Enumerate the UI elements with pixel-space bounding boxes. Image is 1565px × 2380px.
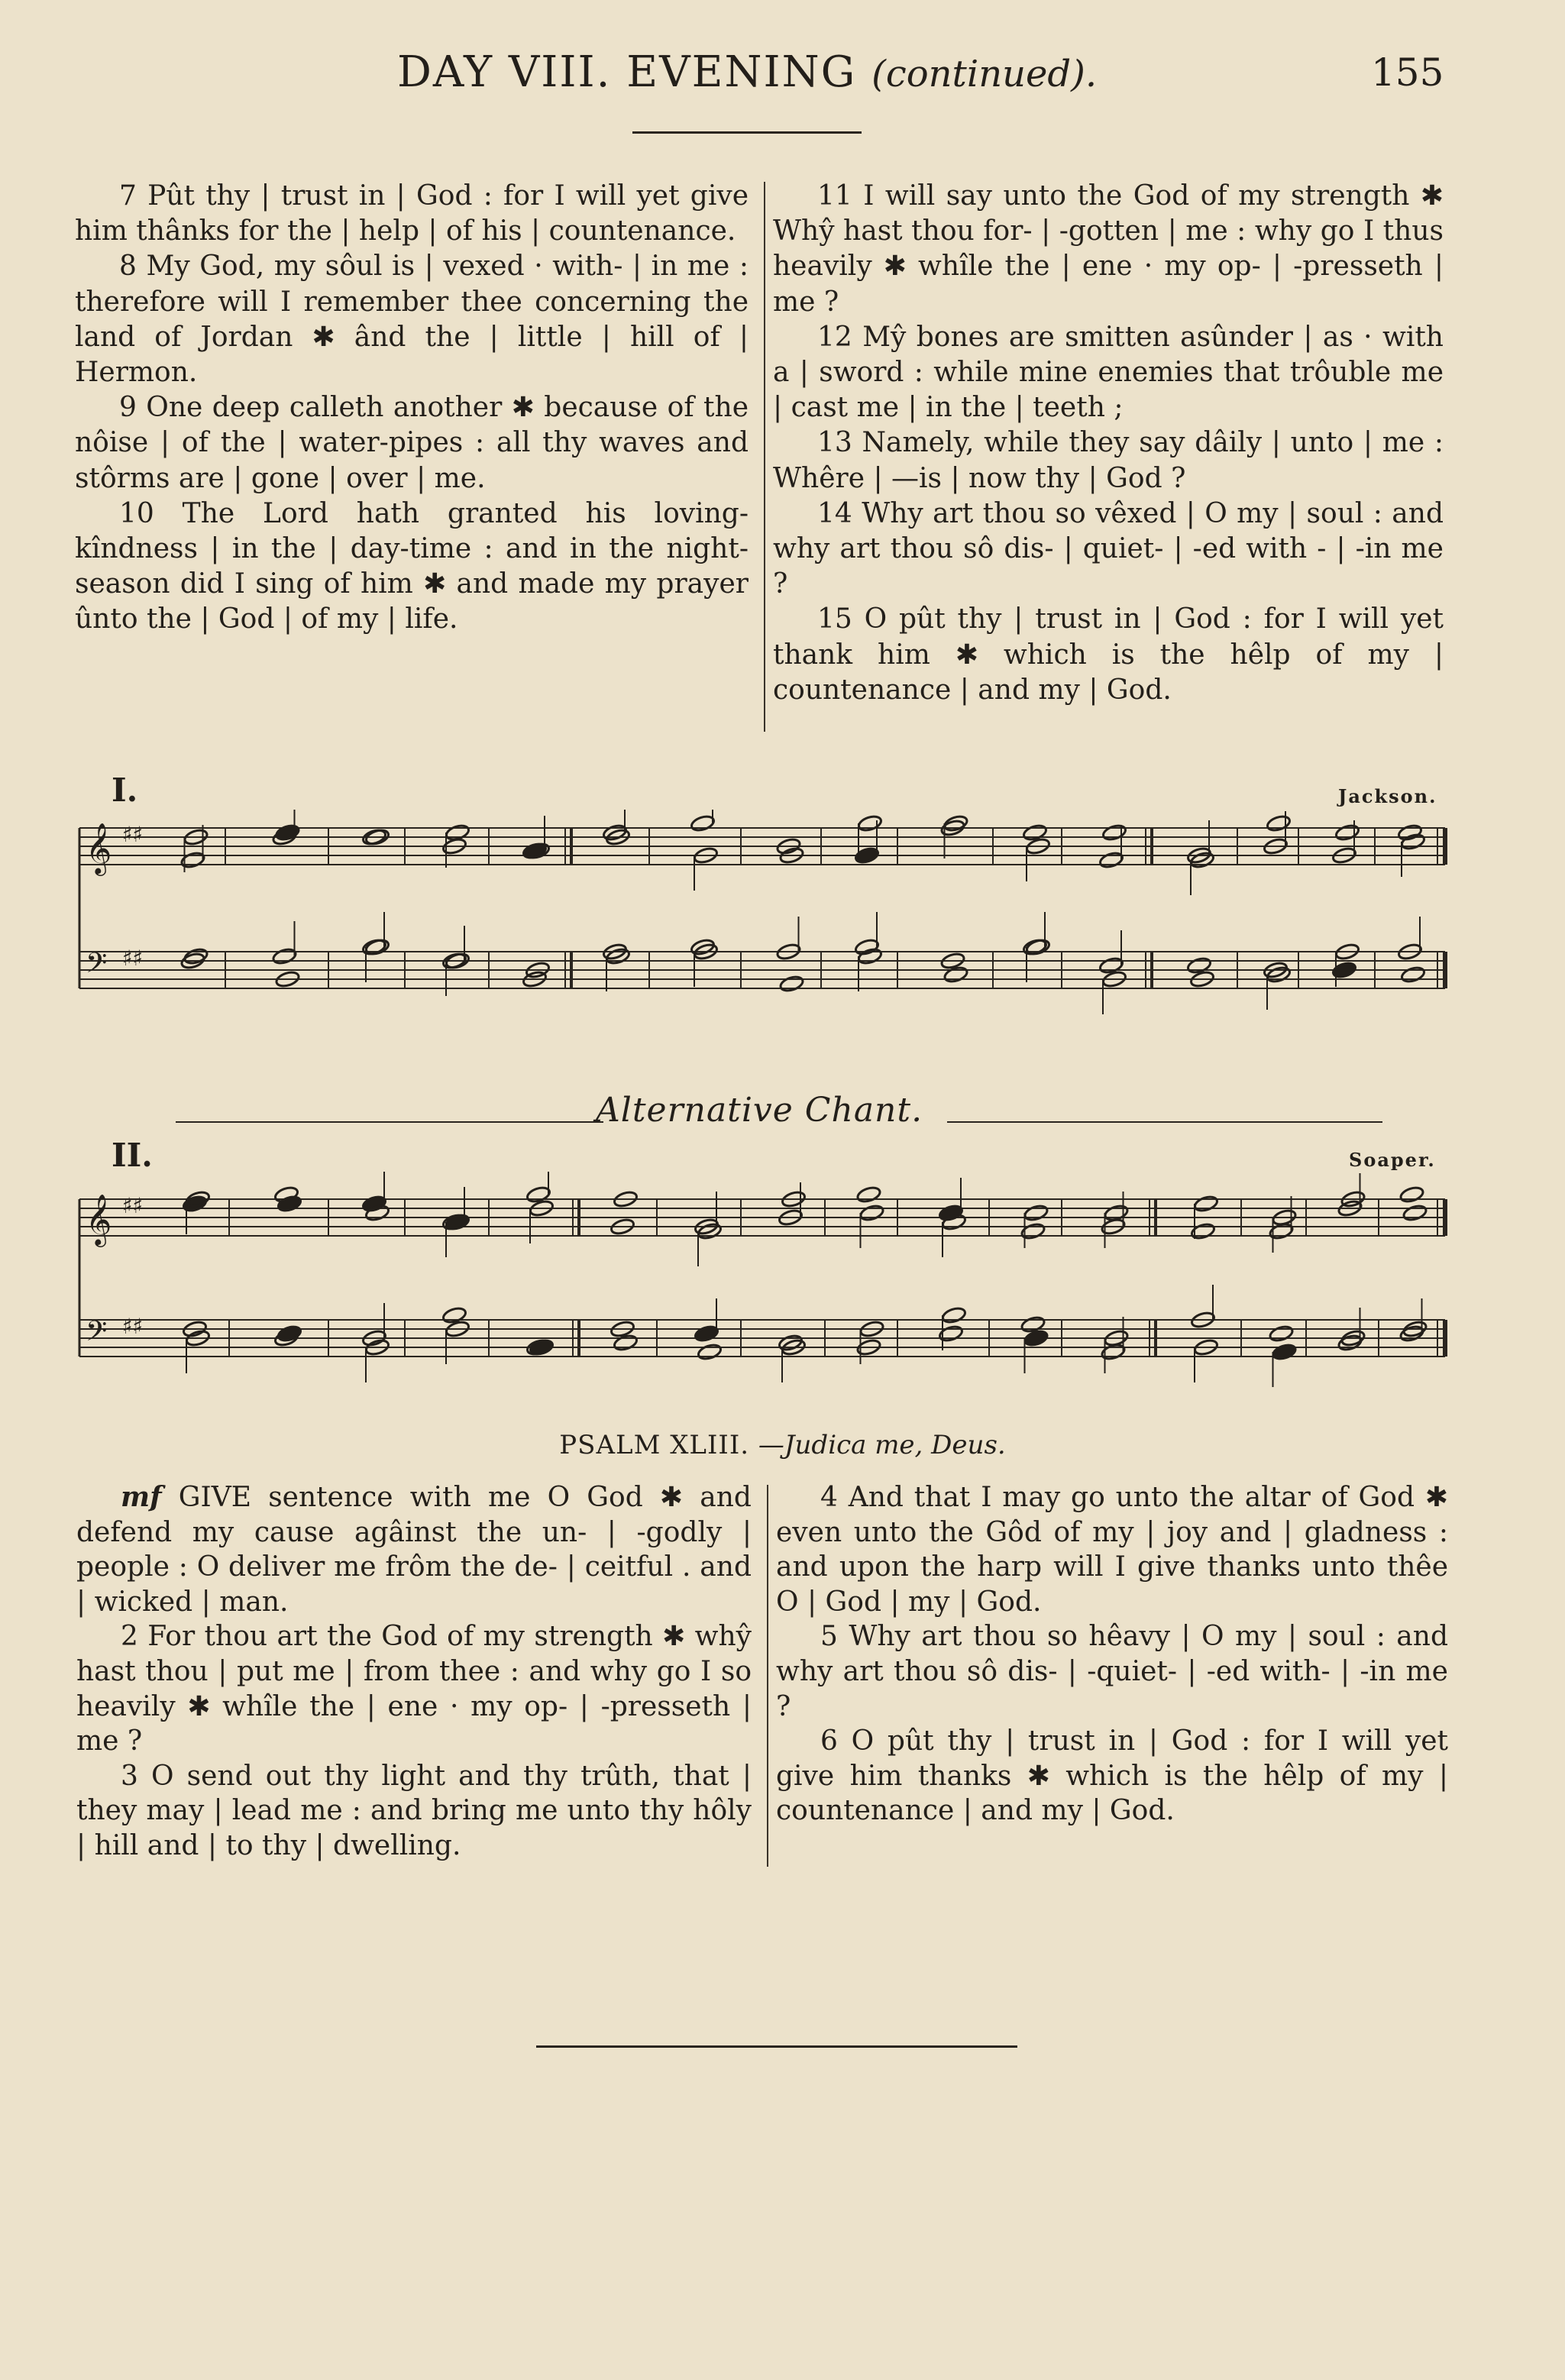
- note-head: [1269, 1324, 1294, 1343]
- note-head: [1025, 938, 1050, 956]
- note-head: [276, 1324, 302, 1343]
- note-head: [1104, 1204, 1129, 1222]
- page-title: [397, 47, 1146, 97]
- psalm42-left-column: [75, 179, 749, 638]
- verse: 2 For thou art the God of my strength ✱ whŷ hast thou | put me | from thee : and why go I so heavily ✱ whîle the | ene · my op- | -presseth | me ?: [76, 1621, 752, 1758]
- verse: 5 Why art thou so hêavy | O my | soul : and why art thou sô dis- | -quiet- | -ed with- | -in me ?: [776, 1621, 1448, 1722]
- key-signature: ♯♯: [122, 822, 144, 847]
- note-head: [529, 1338, 554, 1357]
- title-main: DAY VIII. EVENING: [397, 47, 857, 97]
- note-head: [1272, 1343, 1297, 1361]
- bass-clef: 𝄢: [86, 947, 108, 986]
- psalm43-left-column: [76, 1480, 752, 1864]
- verse: 14 Why art thou so vêxed | O my | soul : and why art thou sô dis- | quiet- | -ed with - | -in me ?: [773, 497, 1444, 600]
- chant1-label: I.: [112, 771, 138, 809]
- note-head: [272, 947, 297, 965]
- psalm42-right-column: [773, 179, 1444, 708]
- note-head: [857, 947, 882, 965]
- verse: 3 O send out thy light and thy trûth, that | they may | lead me : and bring me unto thy hôly | hill and | to thy | dwelling.: [76, 1760, 752, 1861]
- header-rule: [632, 131, 862, 134]
- note-head: [364, 938, 390, 956]
- note-head: [943, 814, 968, 833]
- note-head: [183, 947, 209, 965]
- note-head: [1101, 823, 1127, 842]
- note-head: [1397, 823, 1422, 842]
- psalm43-right-column: [776, 1480, 1448, 1829]
- dynamic-marking: mf: [121, 1481, 162, 1513]
- verse: 4 And that I may go unto the altar of God ✱ even unto the Gôd of my | joy and | gladness : and upon the harp will I give thanks unto thêe O | God | my | God.: [776, 1482, 1448, 1618]
- note-head: [690, 814, 715, 833]
- chant1-composer: Jackson.: [1338, 785, 1437, 807]
- psalm43-title: [0, 1430, 1565, 1460]
- verse: 15 O pût thy | trust in | God : for I will yet thank him ✱ which is the hêlp of my | countenance | and my | God.: [773, 603, 1444, 706]
- treble-clef: 𝄞: [86, 1193, 112, 1245]
- note-head: [941, 1306, 966, 1324]
- note-head: [854, 938, 879, 956]
- note-head: [1193, 1195, 1218, 1213]
- note-head: [697, 1343, 722, 1361]
- page-number: 155: [1371, 50, 1444, 95]
- chant2-label: II.: [112, 1137, 153, 1174]
- note-head: [856, 1185, 881, 1204]
- verse: 10 The Lord hath granted his loving-kîndness | in the | day-time : and in the night-season did I sing of him ✱ and made my prayer ûnto the | God | of my | life.: [75, 497, 749, 635]
- note-head: [276, 1195, 302, 1213]
- note-head: [1402, 1204, 1428, 1222]
- treble-clef: 𝄞: [86, 822, 112, 874]
- verse: 6 O pût thy | trust in | God : for I will yet give him thanks ✱ which is the hêlp of my | countenance | and my | God.: [776, 1725, 1448, 1827]
- note-head: [1399, 1185, 1424, 1204]
- verse-1: GIVE sentence with me O God ✱ and defend my cause agâinst the un- | -godly | people : O deliver me frôm the de- | ceitful . and | wicked | man.: [76, 1482, 752, 1618]
- verse: [76, 1480, 752, 1619]
- verse: 8 My God, my sôul is | vexed · with- | in me : therefore will I remember thee concerning the land of Jordan ✱ ând the | little | hill of | Hermon.: [75, 251, 749, 389]
- note-head: [445, 1213, 470, 1231]
- note-head: [275, 823, 300, 842]
- note-head: [1400, 833, 1425, 851]
- key-signature: ♯♯: [122, 1314, 144, 1339]
- verse: 13 Namely, while they say dâily | unto | me : Whêre | —is | now thy | God ?: [773, 427, 1444, 494]
- note-head: [1400, 965, 1425, 984]
- note-head: [694, 1324, 719, 1343]
- title-continued: (continued).: [871, 53, 1098, 95]
- verse: 11 I will say unto the God of my strength ✱ Whŷ hast thou for- | -gotten | me : why go I thus heavily ✱ whîle the | ene · my op- | -presseth | me ?: [773, 180, 1444, 318]
- verse: 12 Mŷ bones are smitten asûnder | as · with a | sword : while mine enemies that trôuble me | cast me | in the | teeth ;: [773, 321, 1444, 424]
- chant2-composer: Soaper.: [1349, 1149, 1436, 1171]
- note-head: [445, 823, 470, 842]
- note-head: [1266, 814, 1291, 833]
- psalm-latin-incipit: —Judica me, Deus.: [758, 1430, 1006, 1460]
- note-head: [1023, 1204, 1049, 1222]
- note-head: [361, 1195, 386, 1213]
- psalm-number: PSALM XLIII.: [559, 1430, 750, 1460]
- bass-clef: 𝄢: [86, 1315, 108, 1354]
- alt-rule-right: [947, 1121, 1382, 1123]
- note-head: [779, 975, 804, 993]
- alt-rule-left: [176, 1121, 603, 1123]
- verse: 7 Pût thy | trust in | God : for I will yet give him thânks for the | help | of his | countenance.: [75, 180, 749, 247]
- column-divider: [767, 1485, 768, 1867]
- key-signature: ♯♯: [122, 946, 144, 971]
- note-head: [1098, 851, 1124, 869]
- key-signature: ♯♯: [122, 1193, 144, 1218]
- note-head: [859, 1204, 884, 1222]
- note-head: [1334, 823, 1360, 842]
- end-rule: [536, 2045, 1017, 2048]
- column-divider: [764, 182, 765, 732]
- chant1-score: [76, 810, 1451, 1046]
- running-head: [0, 47, 1565, 108]
- verse: 9 One deep calleth another ✱ because of the nôise | of the | water-pipes : all thy waves and stôrms are | gone | over | me.: [75, 392, 749, 494]
- note-head: [857, 814, 882, 833]
- alternative-chant-title: Alternative Chant.: [596, 1091, 923, 1130]
- note-head: [938, 1204, 963, 1222]
- chant2-score: [76, 1172, 1451, 1401]
